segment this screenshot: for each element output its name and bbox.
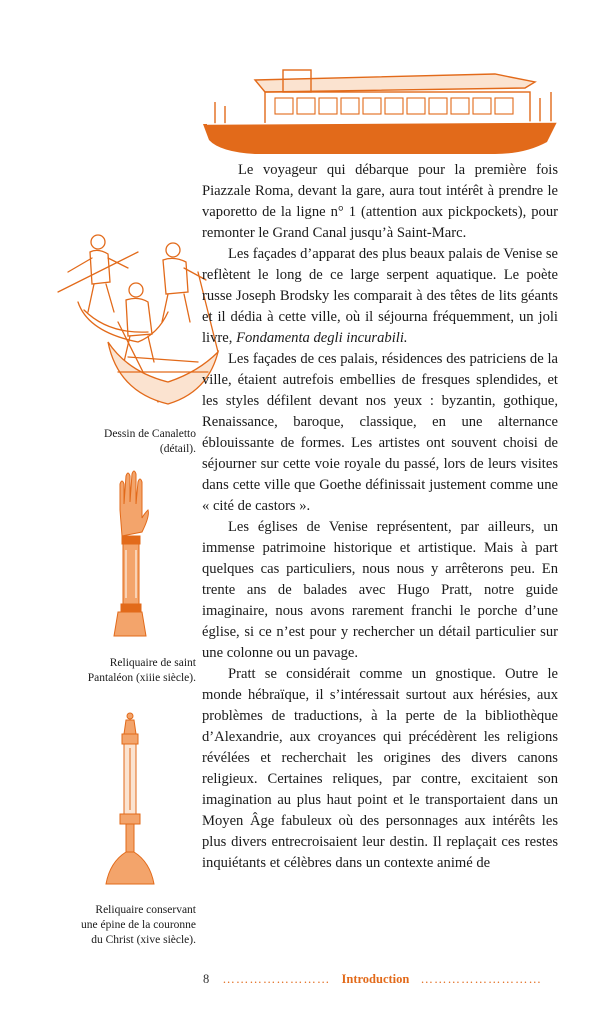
caption-reliquary-hand: Reliquaire de saint Pantaléon (xiiie siècle).	[87, 657, 196, 684]
paragraph: Les façades de ces palais, résidences des patriciens de la ville, étaient autrefois embellies de fresques splendides, et les styles défilent devant nos yeux : byzantin, gothique, Renaissance, baroque, classique, en une alternance éblouissante de formes. Les artistes ont souvent choisi de séjourner sur cette voie royale du passé, lors de leurs visites dans cette ville que Goethe définissait justement comme une « cité de castors ».	[202, 351, 558, 514]
paragraph: Pratt se considérait comme un gnostique. Outre le monde hébraïque, il s’intéressait surtout aux hérésies, aux problèmes de traductions, à la perte de la bibliothèque d’Alexandrie, aux croyances qui précédèrent les religions révélées et recherchait les origines des divers canons religieux. Certaines reliques, par contre, excitaient son imagination au plus haut point et le transportaient dans un Moyen Âge fabuleux où des personnages aux intérêts les plus divers entrecroisaient leur destin. Il replaçait ces restes inquiétants et célèbres dans un contexte animé de	[202, 666, 558, 871]
reliquary-hand-illustration	[110, 470, 150, 640]
page-number: 8	[203, 972, 210, 986]
paragraph: Le voyageur qui débarque pour la première fois Piazzale Roma, devant la gare, aura tout intérêt à prendre le vaporetto de la ligne n° 1 (attention aux pickpockets), pour remonter le Grand Canal jusqu’à Saint-Marc.	[202, 162, 558, 241]
paragraph: Les églises de Venise représentent, par ailleurs, un immense patrimoine historique et artistique. Mais à part quelques cas particuliers, nous nous y arrêterons peu. En trente ans de balades avec Hugo Pratt, notre guide imaginaire, nous avons rarement franchi le porche d’une église, si ce n’est pour y rechercher un détail particulier sur une colonne ou un pavage.	[202, 519, 558, 661]
footer-dots-right: ………………………	[420, 972, 542, 986]
book-title: Fondamenta degli incurabili.	[236, 330, 408, 346]
caption-reliquary-thorn: Reliquaire conservant une épine de la couronne du Christ (xive siècle).	[81, 904, 196, 946]
footer-dots-left: ……………………	[222, 972, 331, 986]
canaletto-gondoliers-sketch	[48, 222, 226, 412]
reliquary-thorn-illustration	[100, 712, 160, 892]
section-title: Introduction	[341, 972, 410, 986]
vaporetto-illustration	[195, 62, 565, 162]
page-footer	[203, 972, 563, 987]
main-text	[202, 160, 558, 874]
paragraph: Les façades d’apparat des plus beaux palais de Venise se reflètent le long de ce large serpent aquatique. Le poète russe Joseph Brodsky les comparait à des têtes de lits géants et il dédia à cette ville, où il séjourna fréquemment, un joli livre, Fondamenta degli incurabili.	[202, 246, 558, 346]
caption-canaletto: Dessin de Canaletto (détail).	[104, 428, 196, 455]
